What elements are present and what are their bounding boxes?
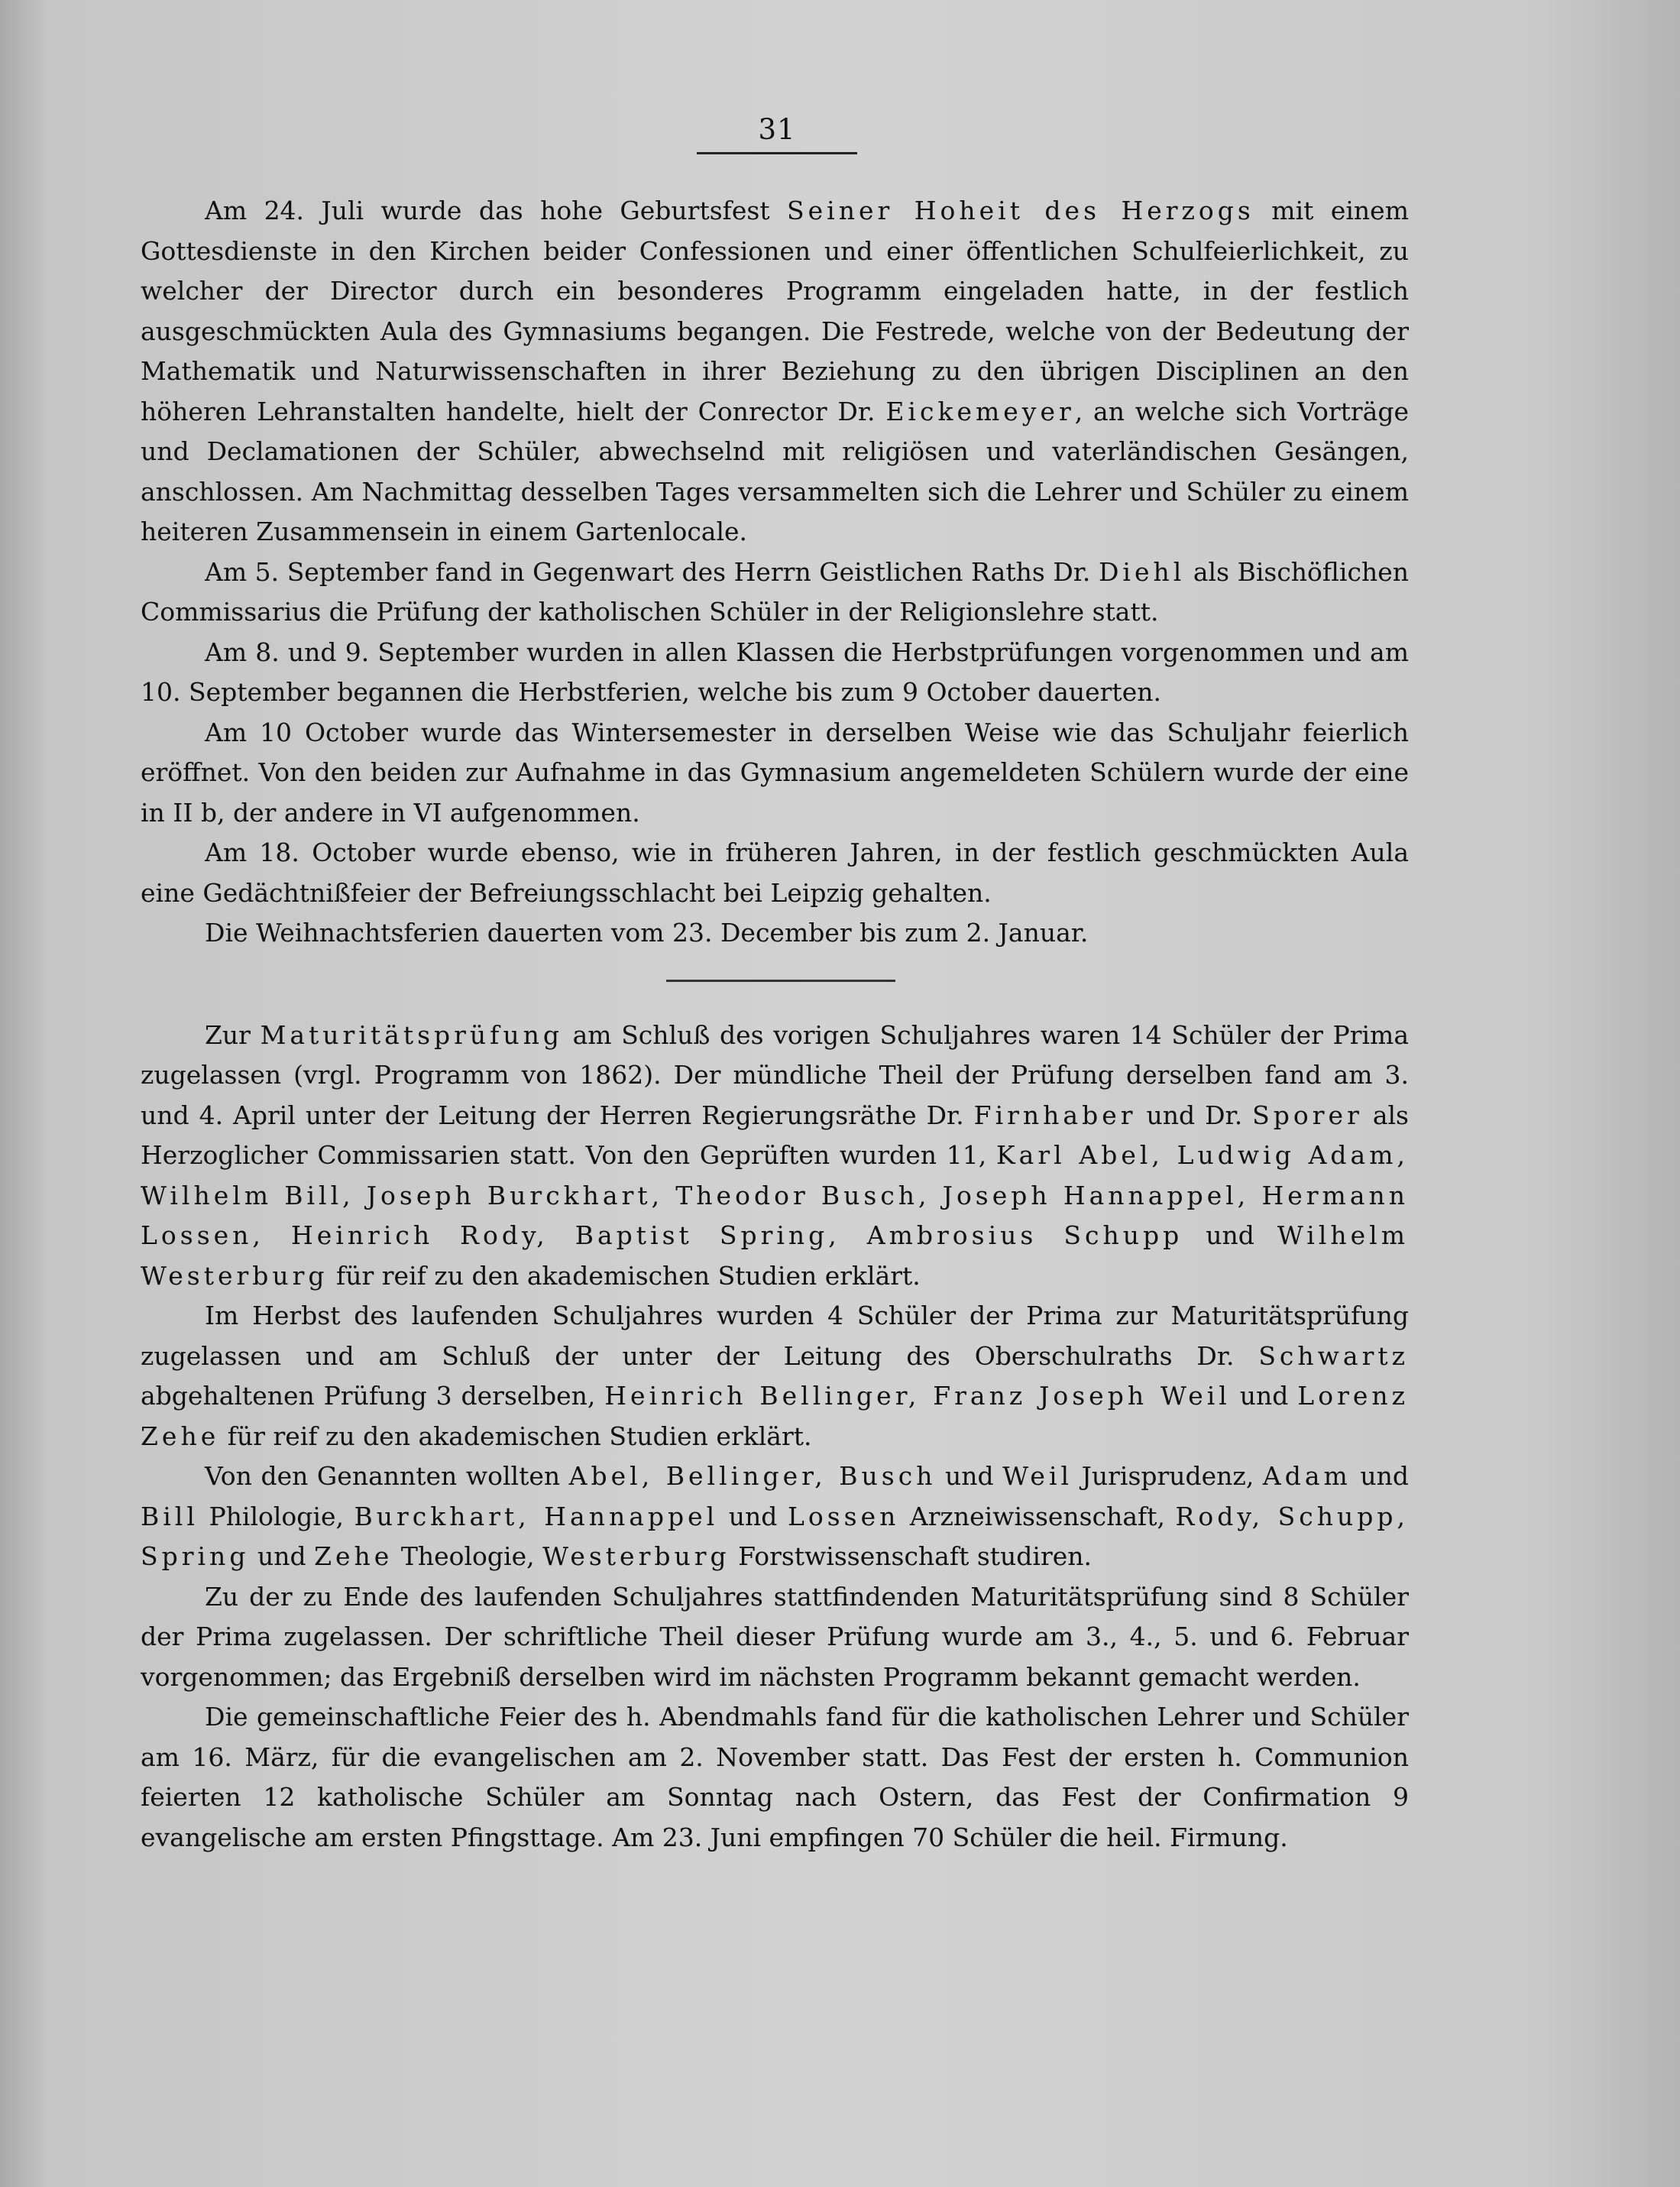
spaced-name: Weil [1002, 1461, 1073, 1491]
spaced-name: Diehl [1098, 556, 1186, 587]
spaced-name: Schwartz [1258, 1340, 1409, 1371]
page-header [697, 113, 857, 154]
spaced-names-list: Burckhart, Hannappel [354, 1501, 719, 1531]
spaced-name: Westerburg [542, 1541, 730, 1571]
page-number-rule [697, 152, 857, 154]
spaced-names-list: Karl Abel, Ludwig Adam, Wilhelm Bill, Joseph Burckhart, Theodor Busch, Joseph Hannappel, Hermann Lossen, Heinrich Rody, Baptist Spring, Ambrosius Schupp [141, 1140, 1409, 1250]
paragraph-autumn-maturity: Im Herbst des laufenden Schuljahres wurden 4 Schüler der Prima zur Maturitätsprüfung zugelassen und am Schluß der unter der Leitung des Oberschulraths Dr. Schwartz abgehaltenen Prüfung 3 derselben, Heinrich Bellinger, Franz Joseph Weil und Lorenz Zehe für reif zu den akademischen Studien erklärt. [141, 1301, 1410, 1451]
paragraph-religion-exam: Am 5. September fand in Gegenwart des Herrn Geistlichen Raths Dr. Diehl als Bischöflichen Commissarius die Prüfung der katholischen Schüler in der Religionslehre statt. [141, 556, 1410, 627]
spaced-name: Zehe [314, 1541, 393, 1571]
paragraph-memorial: Am 18. October wurde ebenso, wie in früheren Jahren, in der festlich geschmückten Aula eine Gedächtnißfeier der Befreiungsschlacht bei Leipzig gehalten. [141, 838, 1409, 908]
spaced-name: Sporer [1252, 1100, 1363, 1130]
body-text [141, 191, 1409, 1858]
paragraph-study-choices: Von den Genannten wollten Abel, Bellinger, Busch und Weil Jurisprudenz, Adam und Bill Philologie, Burckhart, Hannappel und Lossen Arzneiwissenschaft, Rody, Schupp, Spring und Zehe Theologie, Westerburg Forstwissenschaft studiren. [141, 1461, 1409, 1571]
spaced-emphasis: Seiner Hoheit des Herzogs [787, 196, 1254, 225]
spaced-name: Eickemeyer [885, 396, 1075, 426]
spaced-name: Wilhelm Westerburg [141, 1220, 1409, 1291]
paragraph-communion: Die gemeinschaftliche Feier des h. Abendmahls fand für die katholischen Lehrer und Schüler am 16. März, für die evangelischen am 2. November statt. Das Fest der ersten h. Communion feierten 12 katholische Schüler am Sonntag nach Ostern, das Fest der Confirmation 9 evangelische am ersten Pfingsttage. Am 23. Juni empfingen 70 Schüler die heil. Firmung. [141, 1702, 1409, 1852]
spaced-names-list: Heinrich Bellinger, Franz Joseph Weil [604, 1381, 1231, 1411]
paragraph-maturity-exam: Zur Maturitätsprüfung am Schluß des vorigen Schuljahres waren 14 Schüler der Prima zugelassen (vrgl. Programm von 1862). Der mündliche Theil der Prüfung derselben fand am 3. und 4. April unter der Leitung der Herren Regierungsräthe Dr. Firnhaber und Dr. Sporer als Herzoglicher Commissarien statt. Von den Geprüften wurden 11, Karl Abel, Ludwig Adam, Wilhelm Bill, Joseph Burckhart, Theodor Busch, Joseph Hannappel, Hermann Lossen, Heinrich Rody, Baptist Spring, Ambrosius Schupp und Wilhelm Westerburg für reif zu den akademischen Studien erklärt. [141, 1019, 1410, 1291]
spaced-name: Bill [141, 1501, 199, 1531]
section-divider [666, 980, 895, 982]
spaced-names-list: Abel, Bellinger, Busch [568, 1461, 937, 1491]
spaced-emphasis: Maturitätsprüfung [260, 1019, 564, 1050]
spaced-name: Lossen [787, 1501, 900, 1531]
paragraph-christmas-holidays: Die Weihnachtsferien dauerten vom 23. December bis zum 2. Januar. [205, 918, 1089, 948]
paragraph-winter-semester: Am 10 October wurde das Wintersemester in derselben Weise wie das Schuljahr feierlich eröffnet. Von den beiden zur Aufnahme in das Gymnasium angemeldeten Schülern wurde der eine in II b, der andere in VI aufgenommen. [141, 717, 1409, 828]
spaced-names-list: Rody, Schupp, Spring [141, 1501, 1409, 1571]
page-number: 31 [758, 113, 796, 146]
spaced-name: Lorenz Zehe [141, 1381, 1410, 1451]
paragraph-autumn-exams: Am 8. und 9. September wurden in allen Klassen die Herbstprüfungen vorgenommen und am 10. September begannen die Herbstferien, welche bis zum 9 October dauerten. [141, 637, 1409, 707]
spaced-name: Adam [1262, 1461, 1351, 1491]
spaced-name: Firnhaber [973, 1100, 1137, 1130]
paragraph-upcoming-exam: Zu der zu Ende des laufenden Schuljahres stattfindenden Maturitätsprüfung sind 8 Schüler der Prima zugelassen. Der schriftliche Theil dieser Prüfung wurde am 3., 4., 5. und 6. Februar vorgenommen; das Ergebniß derselben wird im nächsten Programm bekannt gemacht werden. [141, 1581, 1409, 1692]
paragraph-birthday-celebration: Am 24. Juli wurde das hohe Geburtsfest Seiner Hoheit des Herzogs mit einem Gottesdienste in den Kirchen beider Confessionen und einer öffentlichen Schulfeierlichkeit, zu welcher der Director durch ein besonderes Programm eingeladen hatte, in der festlich ausgeschmückten Aula des Gymnasiums begangen. Die Festrede, welche von der Bedeutung der Mathematik und Naturwissenschaften in ihrer Beziehung zu den übrigen Disciplinen an den höheren Lehranstalten handelte, hielt der Conrector Dr. Eickemeyer, an welche sich Vorträge und Declamationen der Schüler, abwechselnd mit religiösen und vaterländischen Gesängen, anschlossen. Am Nachmittag desselben Tages versammelten sich die Lehrer und Schüler zu einem heiteren Zusammensein in einem Gartenlocale. [141, 196, 1410, 546]
